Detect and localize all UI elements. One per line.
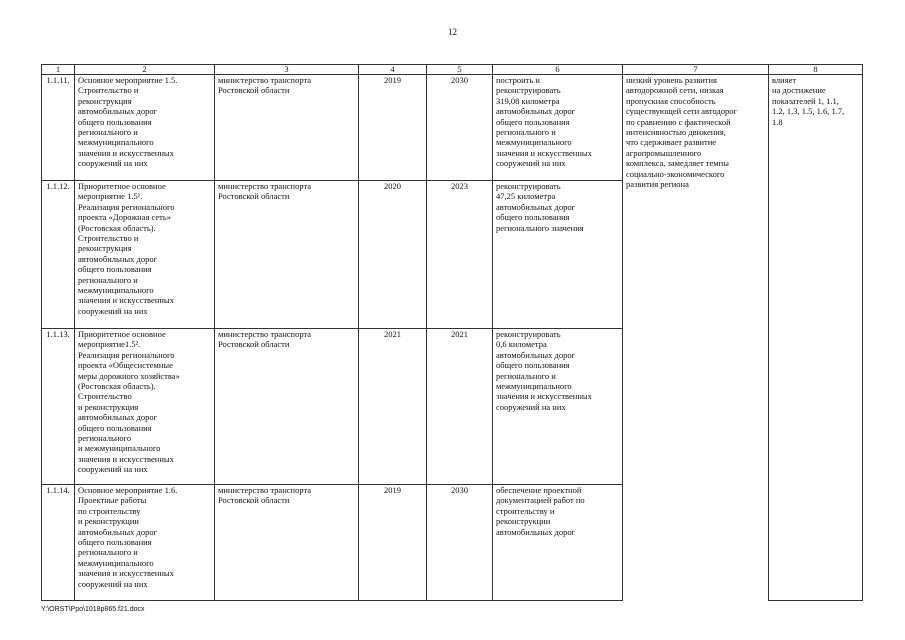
- col-header-4: 4: [359, 65, 427, 75]
- file-path-footer: Y:\ORST\Ppo\1018p865.f21.docx: [41, 606, 145, 613]
- start-year: 2020: [359, 181, 427, 329]
- col-header-8: 8: [769, 65, 863, 75]
- row-number: 1.1.13.: [42, 329, 75, 485]
- executor: министерство транспорта Ростовской области: [215, 329, 359, 485]
- header-row: [42, 65, 863, 75]
- col-header-5: 5: [427, 65, 493, 75]
- row-number: 1.1.14.: [42, 485, 75, 601]
- col-header-7: 7: [623, 65, 769, 75]
- col-header-1: 1: [42, 65, 75, 75]
- page-number: 12: [448, 27, 457, 37]
- col-header-6: 6: [493, 65, 623, 75]
- start-year: 2021: [359, 329, 427, 485]
- consequences-text: низкий уровень развития автодорожной сети, низкая пропускная способность существующей сети автодорог по сравнению с фактической интенсивностью движения, что сдерживает развитие агропромышленного комплекса, замедляет темпы социально-экономического развития региона: [623, 75, 769, 601]
- row-number: 1.1.11.: [42, 75, 75, 181]
- end-year: 2021: [427, 329, 493, 485]
- measure-name: Основное мероприятие 1.5. Строительство и реконструкция автомобильных дорог общего пользования регионального и межмуниципального значения и искусственных сооружений на них: [75, 75, 215, 181]
- measure-name: Приоритетное основное мероприятие 1.5¹. Реализация регионального проекта «Дорожная сеть» (Ростовская область). Строительство и реконструкция автомобильных дорог общего пользования регионального и межмуниципального значения и искусственных сооружений на них: [75, 181, 215, 329]
- measure-name: Основное мероприятие 1.6. Проектные работы по строительству и реконструкции автомобильных дорог общего пользования регионального и межмуниципального значения и искусственных сооружений на них: [75, 485, 215, 601]
- measures-table: [41, 64, 863, 601]
- indicators-link: влияет на достижение показателей 1, 1.1, 1.2, 1.3, 1.5, 1.6, 1.7, 1.8: [769, 75, 863, 601]
- end-year: 2030: [427, 75, 493, 181]
- col-header-2: 2: [75, 65, 215, 75]
- expected-result: обеспечение проектной документацией работ по строительству и реконструкции автомобильных дорог: [493, 485, 623, 601]
- expected-result: реконструировать 47,25 километра автомобильных дорог общего пользования регионального значения: [493, 181, 623, 329]
- table-row: [42, 75, 863, 181]
- start-year: 2019: [359, 485, 427, 601]
- executor: министерство транспорта Ростовской области: [215, 181, 359, 329]
- end-year: 2030: [427, 485, 493, 601]
- expected-result: построить и реконструировать 319,08 километра автомобильных дорог общего пользования регионального и межмуниципального значения и искусственных сооружений на них: [493, 75, 623, 181]
- expected-result: реконструировать 0,6 километра автомобильных дорог общего пользования регионального и межмуниципального значения и искусственных сооружений на них: [493, 329, 623, 485]
- executor: министерство транспорта Ростовской области: [215, 75, 359, 181]
- row-number: 1.1.12.: [42, 181, 75, 329]
- measure-name: Приоритетное основное мероприятие1.5². Реализация регионального проекта «Общесистемные меры дорожного хозяйства» (Ростовская область). Строительство и реконструкция автомобильных дорог общего пользования регионального и межмуниципального значения и искусственных сооружений на них: [75, 329, 215, 485]
- end-year: 2023: [427, 181, 493, 329]
- executor: министерство транспорта Ростовской области: [215, 485, 359, 601]
- start-year: 2019: [359, 75, 427, 181]
- col-header-3: 3: [215, 65, 359, 75]
